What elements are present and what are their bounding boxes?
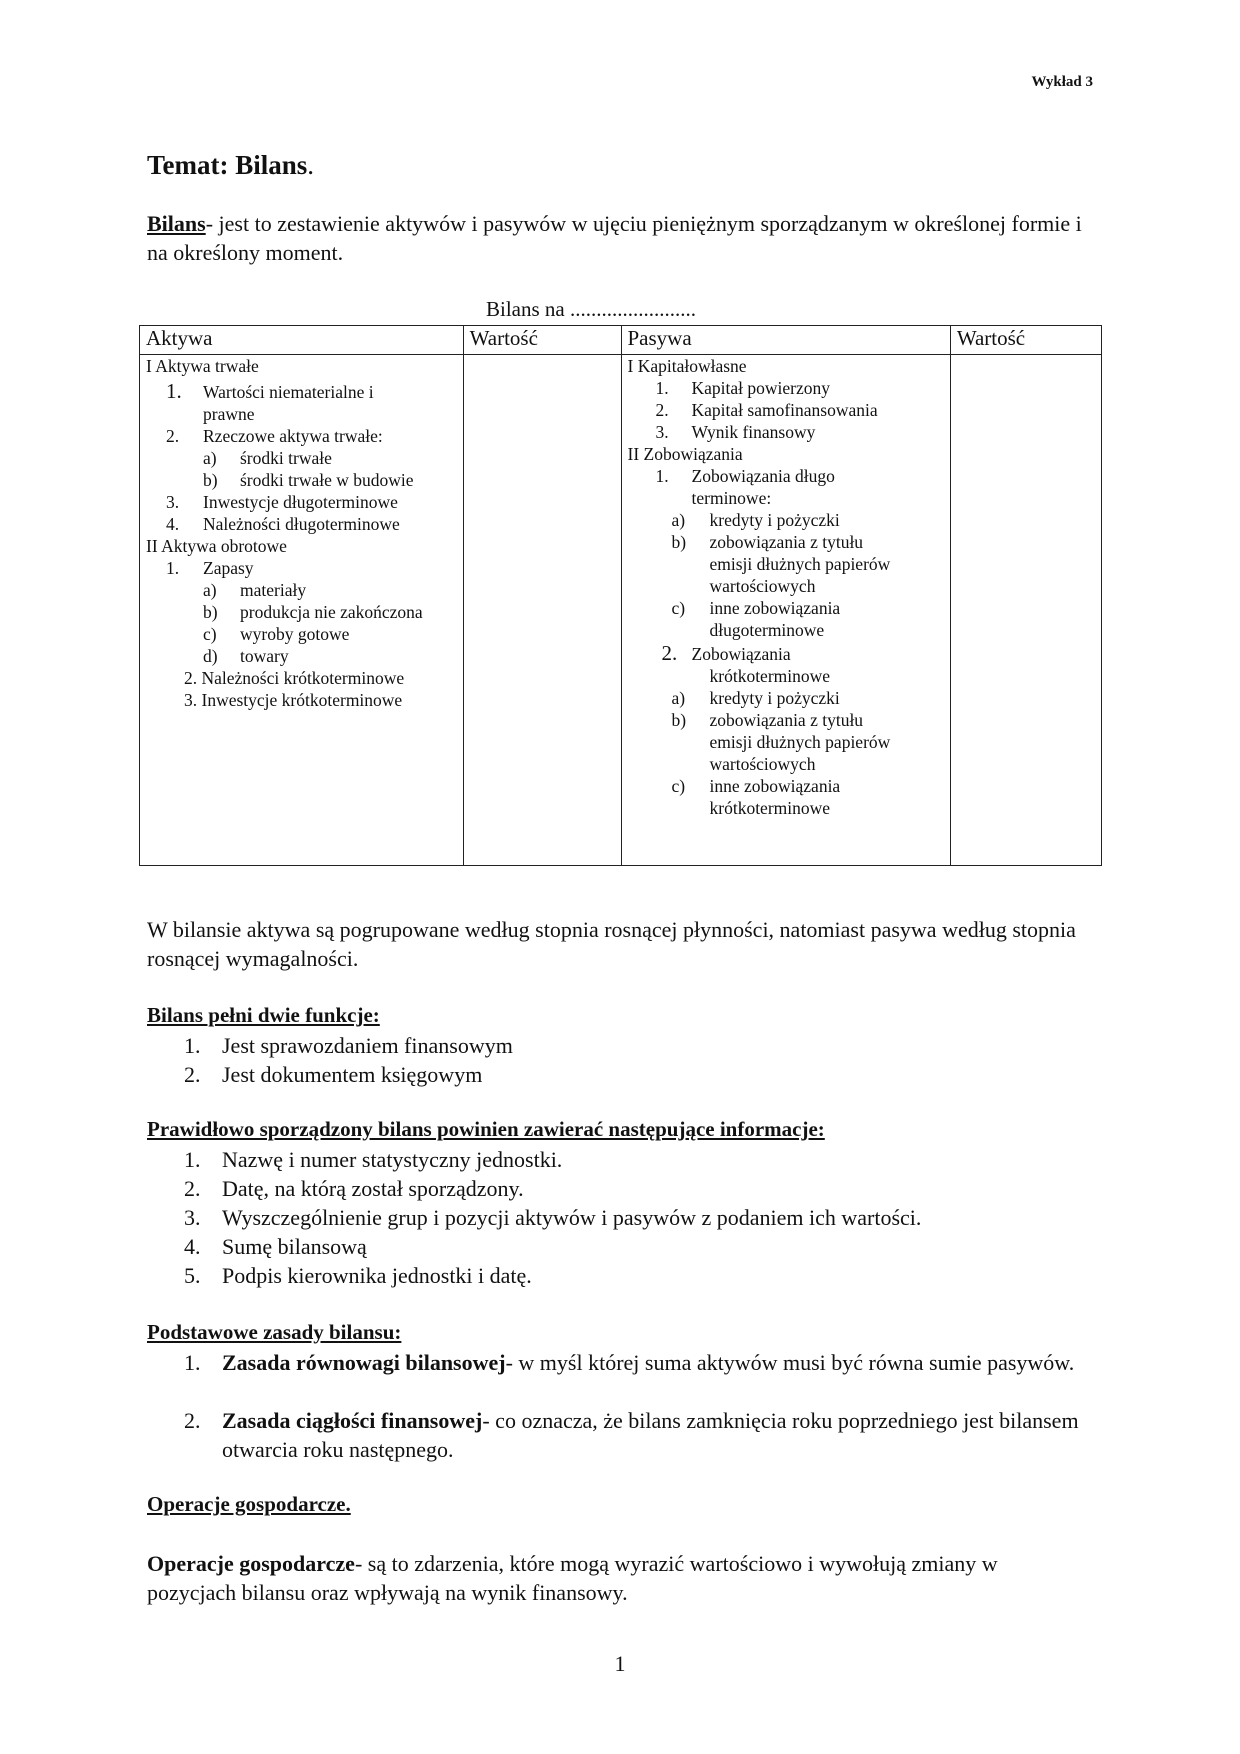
- aktywa-line: c): [203, 624, 217, 644]
- list-text: Sumę bilansową: [222, 1234, 367, 1259]
- aktywa-line: środki trwałe: [240, 448, 332, 468]
- definition-text: - jest to zestawienie aktywów i pasywów w ujęciu pieniężnym sporządzanym w określonej formie i na określony moment.: [147, 211, 1082, 265]
- pasywa-line: emisji dłużnych papierów: [709, 732, 891, 752]
- aktywa-value-cell: [463, 355, 621, 866]
- pasywa-value-cell: [950, 355, 1101, 866]
- pasywa-line: kredyty i pożyczki: [709, 510, 840, 530]
- header-wartosc-1: Wartość: [463, 326, 621, 355]
- aktywa-line: 3.: [166, 492, 180, 512]
- list-number: 1.: [184, 1033, 201, 1058]
- principle-text: - w myśl której suma aktywów musi być równa sumie pasywów.: [505, 1350, 1075, 1375]
- info-heading: Prawidłowo sporządzony bilans powinien zawierać następujące informacje:: [147, 1117, 825, 1141]
- definition-term: Bilans: [147, 211, 206, 236]
- title-text: Temat: Bilans: [147, 150, 308, 180]
- aktywa-line: 2. Należności krótkoterminowe: [184, 668, 405, 688]
- list-text: Jest sprawozdaniem finansowym: [222, 1033, 513, 1058]
- pasywa-line: zobowiązania z tytułu: [709, 532, 864, 552]
- operations-term: Operacje gospodarcze: [147, 1551, 355, 1576]
- aktywa-line: b): [203, 470, 218, 490]
- aktywa-line: Należności długoterminowe: [203, 514, 400, 534]
- aktywa-line: a): [203, 448, 217, 468]
- list-number: 2.: [184, 1062, 201, 1087]
- pasywa-line: Zobowiązania: [691, 644, 791, 664]
- principles-heading: Podstawowe zasady bilansu:: [147, 1320, 402, 1344]
- grouping-paragraph: W bilansie aktywa są pogrupowane według stopnia rosnącej płynności, natomiast pasywa według stopnia rosnącej wymagalności.: [147, 917, 1076, 971]
- aktywa-line: towary: [240, 646, 289, 666]
- header-wartosc-2: Wartość: [950, 326, 1101, 355]
- principle-text: - co oznacza, że bilans zamknięcia roku poprzedniego jest bilansem otwarcia roku następnego.: [222, 1408, 1079, 1462]
- aktywa-line: środki trwałe w budowie: [240, 470, 414, 490]
- aktywa-line: 4.: [166, 514, 180, 534]
- list-text: Nazwę i numer statystyczny jednostki.: [222, 1147, 563, 1172]
- aktywa-cell: [140, 355, 464, 866]
- pasywa-line: emisji dłużnych papierów: [709, 554, 891, 574]
- list-text: Wyszczególnienie grup i pozycji aktywów i pasywów z podaniem ich wartości.: [222, 1205, 922, 1230]
- header-pasywa: Pasywa: [621, 326, 950, 355]
- pasywa-line: 1.: [655, 466, 669, 486]
- list-text: Datę, na którą został sporządzony.: [222, 1176, 524, 1201]
- pasywa-line: wartościowych: [709, 754, 816, 774]
- pasywa-line: Wynik finansowy: [691, 422, 816, 442]
- aktywa-line: 1.: [166, 379, 182, 403]
- table-body-row: [140, 355, 1102, 866]
- lecture-header: Wykład 3: [1031, 74, 1093, 90]
- list-number: 5.: [184, 1263, 201, 1288]
- operations-text: - są to zdarzenia, które mogą wyrazić wartościowo i wywołują zmiany w pozycjach bilansu oraz wpływają na wynik finansowy.: [147, 1551, 998, 1605]
- pasywa-line: a): [671, 688, 686, 708]
- pasywa-line: zobowiązania z tytułu: [709, 710, 864, 730]
- pasywa-line: krótkoterminowe: [709, 666, 831, 686]
- pasywa-line: 3.: [655, 422, 669, 442]
- pasywa-line: 1.: [655, 378, 669, 398]
- header-aktywa: Aktywa: [140, 326, 464, 355]
- aktywa-line: a): [203, 580, 217, 600]
- title-dot: .: [307, 150, 315, 180]
- pasywa-line: I Kapitałowłasne: [627, 356, 747, 376]
- aktywa-line: Zapasy: [203, 558, 254, 578]
- list-number: 4.: [184, 1234, 201, 1259]
- pasywa-line: b): [671, 710, 687, 730]
- pasywa-line: krótkoterminowe: [709, 798, 831, 818]
- pasywa-line: kredyty i pożyczki: [709, 688, 840, 708]
- list-text: Jest dokumentem księgowym: [222, 1062, 483, 1087]
- list-number: 2.: [184, 1408, 201, 1433]
- principle-term: Zasada ciągłości finansowej: [222, 1408, 483, 1433]
- aktywa-line: Rzeczowe aktywa trwałe:: [203, 426, 383, 446]
- pasywa-line: inne zobowiązania: [709, 598, 841, 618]
- aktywa-line: I Aktywa trwałe: [146, 356, 259, 376]
- pasywa-line: c): [671, 776, 686, 796]
- aktywa-line: d): [203, 646, 218, 666]
- operations-paragraph: [147, 1549, 1092, 1607]
- aktywa-line: 3. Inwestycje krótkoterminowe: [184, 690, 403, 710]
- table-header-row: [140, 326, 1102, 355]
- definition-paragraph: [147, 209, 1092, 267]
- pasywa-line: inne zobowiązania: [709, 776, 841, 796]
- aktywa-line: b): [203, 602, 218, 622]
- pasywa-line: c): [671, 598, 686, 618]
- functions-heading: Bilans pełni dwie funkcje:: [147, 1003, 380, 1027]
- aktywa-line: produkcja nie zakończona: [240, 602, 423, 622]
- list-number: 2.: [184, 1176, 201, 1201]
- page-number: 1: [614, 1651, 626, 1676]
- principle-term: Zasada równowagi bilansowej: [222, 1350, 506, 1375]
- aktywa-line: Wartości niematerialne i: [203, 382, 374, 402]
- pasywa-line: II Zobowiązania: [627, 444, 743, 464]
- page-title: [147, 150, 314, 181]
- pasywa-line: Kapitał powierzony: [691, 378, 830, 398]
- pasywa-cell: [621, 355, 950, 866]
- pasywa-line: a): [671, 510, 686, 530]
- pasywa-line: Zobowiązania długo: [691, 466, 835, 486]
- list-text: Podpis kierownika jednostki i datę.: [222, 1263, 532, 1288]
- list-number: 1.: [184, 1350, 201, 1375]
- aktywa-line: 1.: [166, 558, 180, 578]
- table-caption: Bilans na ........................: [486, 297, 696, 321]
- pasywa-line: terminowe:: [691, 488, 772, 508]
- aktywa-line: prawne: [203, 404, 255, 424]
- pasywa-line: b): [671, 532, 687, 552]
- operations-heading: Operacje gospodarcze.: [147, 1492, 351, 1516]
- aktywa-line: 2.: [166, 426, 180, 446]
- list-text: [222, 1348, 1112, 1377]
- aktywa-line: wyroby gotowe: [240, 624, 350, 644]
- list-number: 3.: [184, 1205, 201, 1230]
- pasywa-line: wartościowych: [709, 576, 816, 596]
- list-text: [222, 1406, 1112, 1464]
- pasywa-line: długoterminowe: [709, 620, 825, 640]
- balance-table: [139, 325, 1102, 866]
- aktywa-line: II Aktywa obrotowe: [146, 536, 287, 556]
- pasywa-line: Kapitał samofinansowania: [691, 400, 878, 420]
- pasywa-line: 2.: [661, 641, 678, 665]
- aktywa-line: materiały: [240, 580, 307, 600]
- pasywa-line: 2.: [655, 400, 669, 420]
- aktywa-line: Inwestycje długoterminowe: [203, 492, 398, 512]
- list-number: 1.: [184, 1147, 201, 1172]
